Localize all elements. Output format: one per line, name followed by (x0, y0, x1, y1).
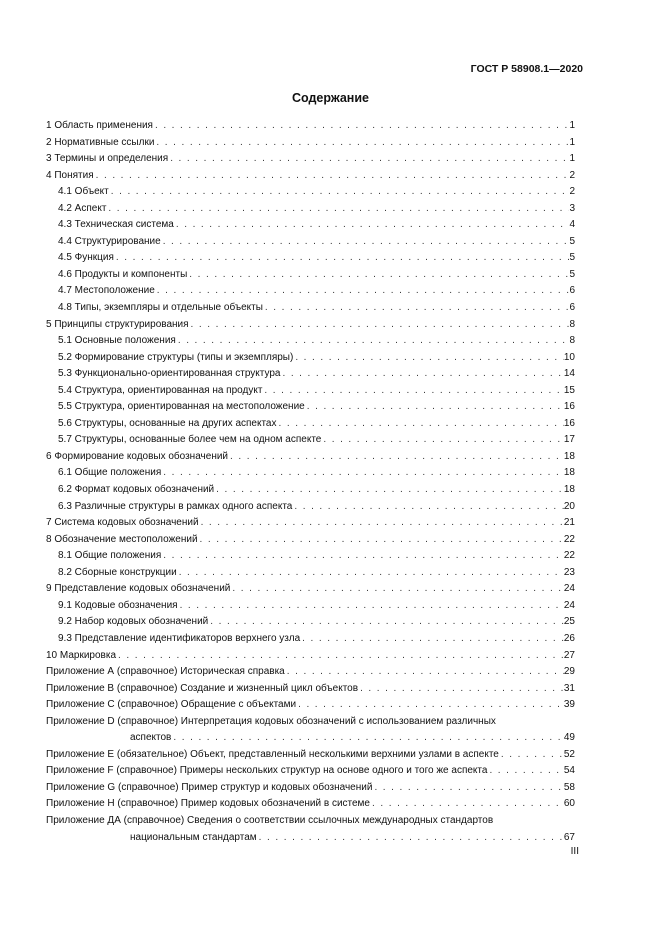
toc-entry-page: 4 (569, 219, 575, 231)
toc-entry[interactable] (0, 614, 661, 631)
toc-entry-title: Приложение С (справочное) Обращение с объектами (46, 699, 297, 711)
toc-entry-title: 4.2 Аспект (58, 202, 107, 214)
toc-entry[interactable] (0, 763, 661, 780)
dot-leader (214, 482, 564, 498)
toc-entry-title: 2 Нормативные ссылки (46, 136, 155, 148)
dot-leader (198, 532, 564, 548)
toc-entry[interactable] (0, 482, 661, 499)
dot-leader (199, 515, 564, 531)
toc-entry-page: 23 (563, 566, 575, 578)
toc-entry-title: Приложение D (справочное) Интерпретация кодовых обозначений с использованием различных (46, 715, 496, 727)
toc-entry-page: 24 (563, 583, 575, 595)
toc-entry[interactable] (0, 416, 661, 433)
toc-entry-title: Приложение G (справочное) Пример структур и кодовых обозначений (46, 781, 373, 793)
dot-leader (262, 383, 563, 399)
toc-entry-page: 52 (563, 748, 575, 760)
toc-entry-title-continuation: аспектов (130, 732, 172, 744)
toc-entry[interactable] (0, 664, 661, 681)
toc-entry-title: 5.4 Структура, ориентированная на продукт (58, 384, 263, 396)
table-of-contents (0, 118, 661, 846)
toc-entry[interactable] (0, 283, 661, 300)
dot-leader (178, 598, 564, 614)
toc-entry-page: 15 (563, 384, 575, 396)
toc-entry[interactable] (0, 350, 661, 367)
toc-entry-title: 5.6 Структуры, основанные на других аспектах (58, 417, 277, 429)
dot-leader (372, 780, 563, 796)
dot-leader (358, 681, 564, 697)
toc-entry-page: 5 (569, 268, 575, 280)
toc-entry[interactable] (0, 300, 661, 317)
toc-entry[interactable] (0, 565, 661, 582)
toc-entry[interactable] (0, 432, 661, 449)
dot-leader (230, 581, 563, 597)
dot-leader (257, 830, 564, 846)
toc-entry-title: 9.2 Набор кодовых обозначений (58, 616, 209, 628)
dot-leader (106, 201, 569, 217)
toc-entry[interactable] (0, 383, 661, 400)
dot-leader (292, 499, 564, 515)
dot-leader (174, 217, 570, 233)
toc-entry-page: 1 (569, 153, 575, 165)
toc-entry[interactable] (0, 366, 661, 383)
dot-leader (109, 184, 570, 200)
toc-entry-page: 67 (563, 831, 575, 843)
toc-entry-title: 6.2 Формат кодовых обозначений (58, 484, 215, 496)
toc-entry[interactable] (0, 267, 661, 284)
dot-leader (161, 548, 564, 564)
toc-entry-title: 4.6 Продукты и компоненты (58, 268, 188, 280)
toc-entry[interactable] (0, 151, 661, 168)
toc-entry-title: 5.2 Формирование структуры (типы и экземпляры) (58, 351, 294, 363)
toc-entry[interactable] (0, 780, 661, 797)
dot-leader (305, 399, 564, 415)
toc-entry-page: 10 (563, 351, 575, 363)
toc-entry-title: 6.3 Различные структуры в рамках одного аспекта (58, 500, 293, 512)
toc-entry-page: 5 (569, 252, 575, 264)
toc-entry-title: Приложение А (справочное) Историческая справка (46, 666, 285, 678)
toc-entry-page: 22 (563, 533, 575, 545)
toc-entry[interactable] (0, 581, 661, 598)
toc-entry-title: 9 Представление кодовых обозначений (46, 583, 231, 595)
toc-entry-page: 8 (569, 335, 575, 347)
toc-entry-title: 8.2 Сборные конструкции (58, 566, 177, 578)
toc-entry[interactable] (0, 813, 661, 846)
dot-leader (208, 614, 564, 630)
toc-entry-page: 8 (569, 318, 575, 330)
toc-entry-title: 4.4 Структурирование (58, 235, 161, 247)
toc-entry-title: 5.5 Структура, ориентированная на местоположение (58, 401, 305, 413)
toc-entry-title: 7 Система кодовых обозначений (46, 517, 199, 529)
toc-entry-page: 39 (563, 699, 575, 711)
toc-entry[interactable] (0, 532, 661, 549)
toc-entry-page: 1 (569, 120, 575, 131)
toc-entry[interactable] (0, 168, 661, 185)
dot-leader (296, 697, 564, 713)
toc-entry-title: 10 Маркировка (46, 649, 117, 661)
dot-leader (189, 317, 570, 333)
toc-entry-page: 27 (563, 649, 575, 661)
toc-entry-page: 58 (563, 781, 575, 793)
toc-entry-page: 25 (563, 616, 575, 628)
toc-entry-title: Приложение Н (справочное) Пример кодовых обозначений в системе (46, 798, 370, 810)
toc-entry-title: 8 Обозначение местоположений (46, 533, 198, 545)
toc-entry[interactable] (0, 631, 661, 648)
toc-entry[interactable] (0, 499, 661, 516)
dot-leader (277, 416, 564, 432)
toc-entry-page: 26 (563, 632, 575, 644)
toc-entry-page: 18 (563, 450, 575, 462)
toc-entry-title: Приложение В (справочное) Создание и жизненный цикл объектов (46, 682, 359, 694)
toc-entry-page: 24 (563, 599, 575, 611)
toc-entry-page: 22 (563, 550, 575, 562)
toc-entry-title-continuation: национальным стандартам (130, 831, 257, 843)
toc-entry[interactable] (0, 598, 661, 615)
dot-leader (153, 118, 569, 134)
toc-entry-page: 49 (563, 732, 575, 744)
dot-leader (487, 763, 563, 779)
toc-entry[interactable] (0, 201, 661, 218)
dot-leader (370, 796, 564, 812)
toc-entry-title: 4 Понятия (46, 169, 94, 181)
toc-entry-page: 14 (563, 368, 575, 380)
toc-entry-title: 9.3 Представление идентификаторов верхнего узла (58, 632, 301, 644)
dot-leader (168, 151, 569, 167)
toc-entry[interactable] (0, 217, 661, 234)
toc-entry[interactable] (0, 118, 661, 135)
toc-entry-title: 1 Область применения (46, 120, 153, 131)
toc-entry-page: 3 (569, 202, 575, 214)
page-title: Содержание (291, 91, 369, 105)
toc-entry-page: 5 (569, 235, 575, 247)
toc-entry[interactable] (0, 333, 661, 350)
toc-entry-title: 4.1 Объект (58, 186, 109, 198)
toc-entry[interactable] (0, 399, 661, 416)
dot-leader (285, 664, 564, 680)
dot-leader (161, 465, 564, 481)
toc-entry[interactable] (0, 681, 661, 698)
toc-entry-title: 5 Принципы структурирования (46, 318, 189, 330)
toc-entry-page: 2 (569, 169, 575, 181)
toc-entry-page: 6 (569, 302, 575, 314)
toc-entry[interactable] (0, 714, 661, 747)
toc-entry-page: 20 (563, 500, 575, 512)
toc-entry-title: 6.1 Общие положения (58, 467, 162, 479)
toc-entry-title: 5.1 Основные положения (58, 335, 176, 347)
toc-entry-title: 8.1 Общие положения (58, 550, 162, 562)
toc-entry-title: 6 Формирование кодовых обозначений (46, 450, 229, 462)
toc-entry-page: 54 (563, 765, 575, 777)
dot-leader (280, 366, 563, 382)
toc-entry-page: 60 (563, 798, 575, 810)
toc-entry-title: 4.5 Функция (58, 252, 114, 264)
dot-leader (155, 283, 570, 299)
toc-entry-page: 21 (563, 517, 575, 529)
toc-entry[interactable] (0, 449, 661, 466)
standard-code: ГОСТ Р 58908.1—2020 (470, 63, 583, 75)
toc-entry[interactable] (0, 317, 661, 334)
toc-entry-title: Приложение Е (обязательное) Объект, представленный несколькими верхними узлами в аспекте (46, 748, 499, 760)
toc-entry[interactable] (0, 515, 661, 532)
toc-entry-page: 16 (563, 417, 575, 429)
toc-entry[interactable] (0, 548, 661, 565)
toc-entry-title: 5.3 Функционально-ориентированная структура (58, 368, 281, 380)
toc-entry[interactable] (0, 747, 661, 764)
toc-entry-title: 4.7 Местоположение (58, 285, 155, 297)
toc-entry-page: 1 (569, 136, 575, 148)
toc-entry[interactable] (0, 697, 661, 714)
dot-leader (154, 135, 569, 151)
dot-leader (228, 449, 564, 465)
toc-entry[interactable] (0, 250, 661, 267)
dot-leader (114, 250, 570, 266)
toc-entry-title: 3 Термины и определения (46, 153, 169, 165)
toc-entry-page: 16 (563, 401, 575, 413)
dot-leader (321, 432, 564, 448)
toc-entry[interactable] (0, 796, 661, 813)
toc-entry[interactable] (0, 234, 661, 251)
toc-entry[interactable] (0, 648, 661, 665)
toc-entry-title: Приложение F (справочное) Примеры нескольких структур на основе одного и того же аспекта (46, 765, 488, 777)
toc-entry-page: 18 (563, 484, 575, 496)
dot-leader (176, 333, 570, 349)
toc-entry[interactable] (0, 135, 661, 152)
dot-leader (187, 267, 569, 283)
dot-leader (94, 168, 570, 184)
dot-leader (293, 350, 564, 366)
dot-leader (161, 234, 570, 250)
dot-leader (263, 300, 570, 316)
dot-leader (499, 747, 564, 763)
toc-entry-page: 2 (569, 186, 575, 198)
toc-entry-title: 4.3 Техническая система (58, 219, 174, 231)
toc-entry-page: 17 (563, 434, 575, 446)
toc-entry-title: 4.8 Типы, экземпляры и отдельные объекты (58, 302, 263, 314)
toc-entry-title: 5.7 Структуры, основанные более чем на одном аспекте (58, 434, 322, 446)
toc-entry-page: 31 (563, 682, 575, 694)
toc-entry-title: Приложение ДА (справочное) Сведения о соответствии ссылочных международных стандартов (46, 814, 494, 826)
dot-leader (171, 730, 564, 746)
dot-leader (300, 631, 564, 647)
toc-entry-title: 9.1 Кодовые обозначения (58, 599, 178, 611)
dot-leader (116, 648, 564, 664)
toc-entry-page: 18 (563, 467, 575, 479)
toc-entry[interactable] (0, 184, 661, 201)
toc-entry-page: 6 (569, 285, 575, 297)
toc-entry-page: 29 (563, 666, 575, 678)
toc-entry[interactable] (0, 465, 661, 482)
page-number: III (570, 846, 579, 857)
dot-leader (177, 565, 564, 581)
